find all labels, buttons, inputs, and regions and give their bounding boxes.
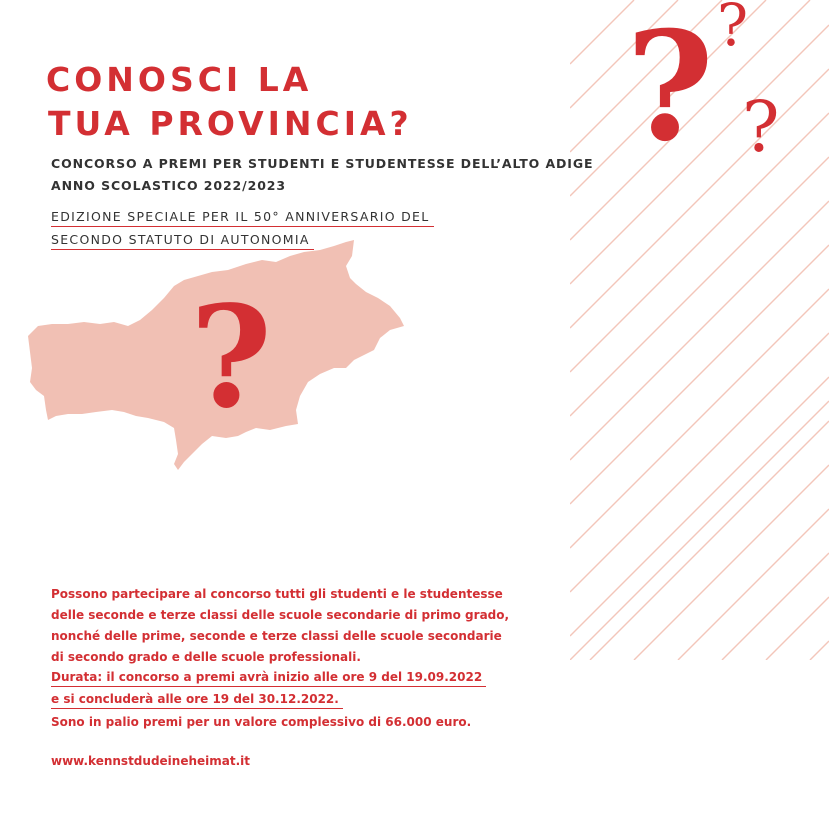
large-question-mark-icon: ? [626,0,714,175]
contest-description [51,584,509,733]
duration-line-1: Durata: il concorso a premi avrà inizio alle ore 9 del 19.09.2022 [51,668,486,687]
page-title [46,58,413,146]
description-line-4: di secondo grado e delle scuole professionali. [51,650,361,664]
subtitle [51,153,593,197]
description-line-2: delle seconde e terze classi delle scuole secondarie di primo grado, [51,608,510,622]
subtitle-line-2: ANNO SCOLASTICO 2022/2023 [51,178,286,193]
edition-line-1: EDIZIONE SPECIALE PER IL 50° ANNIVERSARIO DEL [51,207,434,227]
prize-line: Sono in palio premi per un valore complessivo di 66.000 euro. [51,715,472,729]
title-line-2: TUA PROVINCIA? [48,104,413,143]
thin-question-mark-icon: ? [742,86,780,168]
small-question-mark-icon: ? [717,0,749,59]
map-question-mark-icon: ? [190,276,273,440]
website-link[interactable]: www.kennstdudeineheimat.it [51,754,251,768]
description-line-1: Possono partecipare al concorso tutti gli studenti e le studentesse [51,587,503,601]
title-line-1: CONOSCI LA [46,60,313,99]
duration-line-2: e si concluderà alle ore 19 del 30.12.2022. [51,690,343,709]
description-line-3: nonché delle prime, seconde e terze classi delle scuole secondarie [51,629,502,643]
subtitle-line-1: CONCORSO A PREMI PER STUDENTI E STUDENTESSE DELL’ALTO ADIGE [51,156,594,171]
edition-line-2: SECONDO STATUTO DI AUTONOMIA [51,230,314,250]
